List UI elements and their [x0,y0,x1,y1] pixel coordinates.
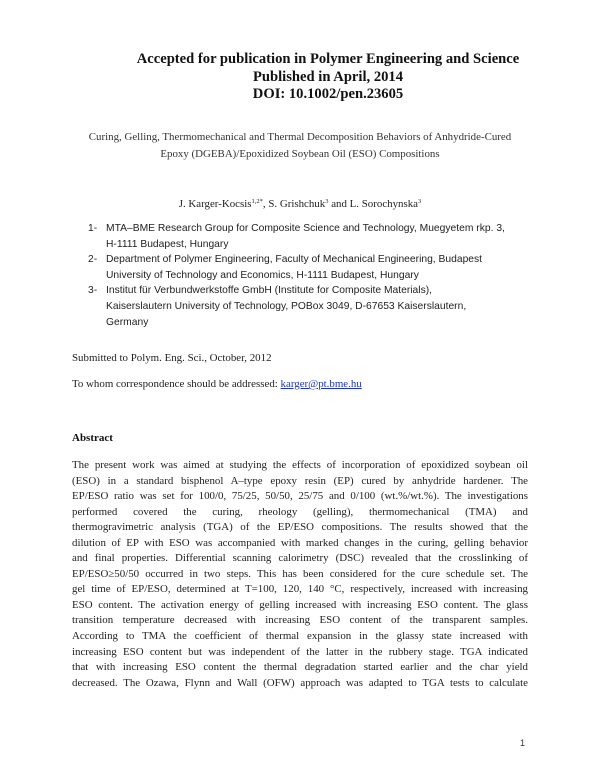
author-name: L. Sorochynska [349,198,419,210]
author-list: J. Karger-Kocsis$^{1,2*}$, S. Grishchuk$^3$ and L. Sorochynska$^3$ [178,198,422,210]
affiliation-line: Germany [106,316,149,328]
title-line-1: Curing, Gelling, Thermomechanical and Thermal Decomposition Behaviors of Anhydride-Cured [88,131,512,143]
paper-title [74,129,526,163]
author-name: J. Karger-Kocsis [178,198,252,210]
affiliation-item [88,283,528,330]
abstract-line: that with increasing ESO content the thermal degradation started earlier and the char yield [72,661,528,674]
publication-status: Accepted for publication in Polymer Engineering and Science [136,51,520,67]
affiliation-number: 3- [88,285,98,297]
correspondence-line [72,377,362,391]
title-line-2: Epoxy (DGEBA)/Epoxidized Soybean Oil (ESO) Compositions [160,148,440,160]
affiliation-item [88,221,528,252]
correspondence-email-link[interactable]: karger@pt.bme.hu [280,378,362,390]
affiliation-line: Kaiserslautern University of Technology, POBox 3049, D-67653 Kaiserslautern, [106,300,467,312]
abstract-line: EP/ESO ratio was set for 100/0, 75/25, 50/50, 25/75 and 0/100 (wt.%/wt.%). The investigations [72,490,528,503]
abstract-line: decreased. The Ozawa, Flynn and Wall (OFW) approach was adapted to TGA tests to calculate [72,676,528,689]
affiliation-item [88,252,528,283]
abstract-line: The present work was aimed at studying the effects of incorporation of epoxidized soybean oil [72,459,528,471]
affiliation-line: H-1111 Budapest, Hungary [106,238,229,250]
abstract-line: EP/ESO≥50/50 occurred in two steps. This has been considered for the cure schedule set. The [72,567,528,580]
affiliation-line: MTA–BME Research Group for Composite Science and Technology, Muegyetem rkp. 3, [106,223,505,234]
abstract-line: increasing ESO content but was independent of the latter in the rubbery stage. TGA indicated [72,645,528,658]
abstract-line: According to TMA the coefficient of thermal expansion in the glassy state increased with [72,630,528,643]
author-affiliation-mark: 3 [325,198,329,205]
publication-header [98,51,558,104]
affiliation-number: 1- [88,223,98,234]
affiliation-list [88,221,528,330]
author-name: S. Grishchuk [268,198,326,210]
abstract-line: and final properties. Differential scanning calorimetry (DSC) revealed that the crosslinking of [72,552,528,565]
affiliation-line: Department of Polymer Engineering, Faculty of Mechanical Engineering, Budapest [106,254,483,266]
submission-note: Submitted to Polym. Eng. Sci., October, 2012 [72,352,272,364]
author-affiliation-mark: 1,2* [251,198,263,205]
author-conjunction: and [331,198,347,210]
abstract-line: (ESO) in a standard bisphenol A–type epoxy resin (EP) cured by anhydride hardener. The [72,474,528,487]
abstract-line: ESO content. The activation energy of gelling increased with increasing ESO content. The glass [72,598,528,611]
abstract-line: gel time of EP/ESO, determined at T=100, 120, 140 °C, respectively, increased with increasing [72,583,528,596]
affiliation-line: Institut für Verbundwerkstoffe GmbH (Institute for Composite Materials), [106,285,433,297]
publication-date: Published in April, 2014 [252,68,404,85]
page-number: 1 [520,738,526,748]
abstract-body [72,458,528,691]
abstract-line: thermogravimetric analysis (TGA) of the EP/ESO compositions. The results showed that the [72,521,528,534]
abstract-line: dilution of EP with ESO was accompanied with marked changes in the curing, gelling behavior [72,536,528,549]
abstract-line: performed covered the curing, rheology (gelling), thermomechanical (TMA) and [72,505,528,518]
abstract-heading: Abstract [72,432,113,444]
affiliation-number: 2- [88,254,98,266]
abstract-line: transition temperature decreased with increasing ESO content of the transparent samples. [72,614,528,627]
author-affiliation-mark: 3 [418,198,422,205]
doi: DOI: 10.1002/pen.23605 [252,86,404,102]
correspondence-label: To whom correspondence should be addressed: [72,378,278,390]
affiliation-line: University of Technology and Economics, H-1111 Budapest, Hungary [106,269,419,281]
